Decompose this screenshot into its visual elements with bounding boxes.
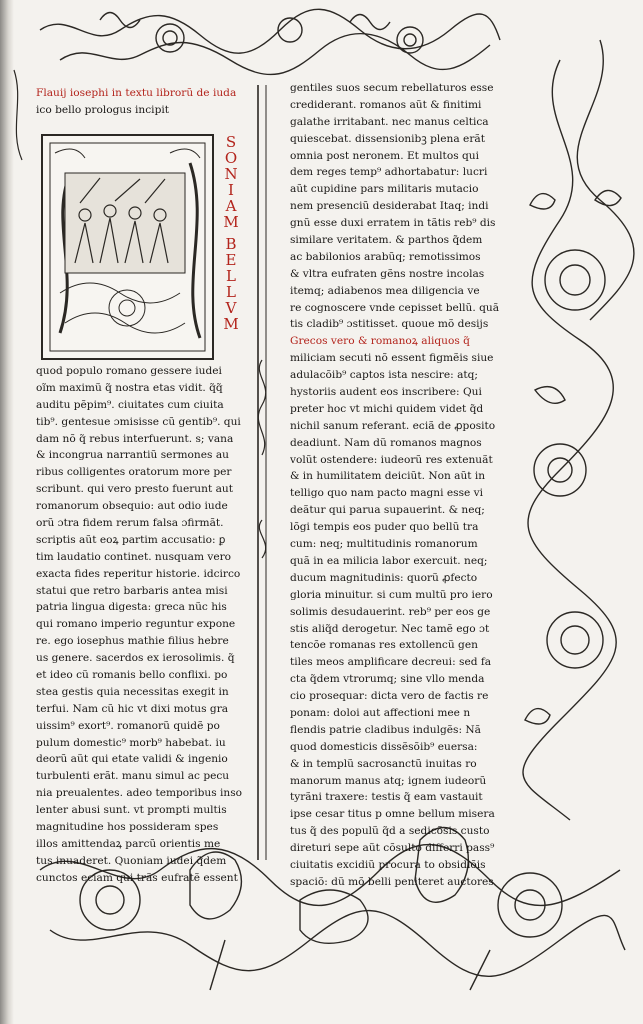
text-line: dam nõ q̃ rebus interfuerunt. s; vana <box>36 432 234 445</box>
text-line: ac babilonios arabũq; remotissimos <box>290 250 481 263</box>
text-line: scribunt. qui vero presto fuerunt aut <box>36 483 233 496</box>
text-line: crediderant. romanos aũt & finitimi <box>290 98 482 111</box>
text-line: manorum manus atq; ignem iudeorũ <box>290 774 487 787</box>
title-letter: B <box>225 235 237 253</box>
text-line: nia preualentes. adeo temporibus inso <box>36 787 243 800</box>
title-letter: M <box>223 315 239 333</box>
right-text-column <box>290 80 510 891</box>
text-line: galathe irritabant. nec manus celtica <box>290 115 489 128</box>
text-line: patria lingua digesta: greca nũc his <box>36 601 227 614</box>
title-letter: N <box>224 165 238 183</box>
text-line: uissim⁹ exort⁹. romanorũ quidẽ po <box>36 719 220 732</box>
text-line: hystoriis audent eos inscribere: Qui <box>290 386 482 399</box>
text-line: omnia post neronem. Et multos qui <box>290 149 479 162</box>
text-line: re cognoscere vnde cepisset bellũ. quã <box>290 301 500 314</box>
text-line: us genere. sacerdos ex ierosolimis. q̃ <box>36 652 235 665</box>
text-line: deadiunt. Nam dũ romanos magnos <box>290 436 482 449</box>
text-line: scriptis aũt eoꝝ partim accusatio: ꝑ <box>36 533 226 546</box>
text-line: qui romano imperio reguntur expone <box>36 618 236 631</box>
vertical-title <box>219 134 243 332</box>
text-line: flendis patrie cladibus indulgẽs: Nã <box>290 723 482 736</box>
text-line: deorũ aũt qui etate validi & ingenio <box>36 753 228 766</box>
text-line: spaciõ: dũ mõ belli peniteret auctores <box>290 875 494 888</box>
text-line: stis aliq̃d derogetur. Nec tamẽ ego ɔt <box>290 622 490 635</box>
title-letter: A <box>225 197 237 215</box>
text-line: & in humilitatem deiciũt. Non aũt in <box>290 470 486 483</box>
text-line: lõgi tempis eos puder quo bellũ tra <box>290 521 479 534</box>
text-line: orũ ɔtra fidem rerum falsa ɔfirmãt. <box>36 517 224 530</box>
text-line: & in templũ sacrosanctũ inuitas ro <box>290 757 477 770</box>
text-line: exacta fides reperitur historie. idcirco <box>36 567 241 580</box>
text-line: quod populo romano gessere iudei <box>36 365 222 377</box>
text-line: tus inuaderet. Quoniam iudei q̃dem <box>36 854 227 867</box>
text-line: cunctos eciam qui trãs eufratẽ essent <box>36 871 238 884</box>
text-line: quiescebat. dissensionibꝫ plena erãt <box>290 132 485 145</box>
text-line: tyrãni traxere: testis q̃ eam vastauit <box>290 791 483 804</box>
title-letter: L <box>226 283 236 301</box>
title-letter: L <box>226 267 236 285</box>
text-line: re. ego iosephus mathie filius hebre <box>36 635 229 648</box>
text-line: et ideo cũ romanis bello conflixi. po <box>36 669 228 682</box>
text-line: nem presenciũ desiderabat Itaq; indi <box>290 200 489 213</box>
text-line: magnitudine hos possideram spes <box>36 821 219 834</box>
text-line: telligo quo nam pacto magni esse vi <box>290 487 484 500</box>
text-line: solimis desudauerint. reb⁹ per eos ge <box>290 605 491 618</box>
text-line: tencõe romanas res extollencũ gen <box>290 639 478 652</box>
text-line: cta q̃dem vtrorumq; sine vllo menda <box>290 673 485 686</box>
text-line: aũt cupidine pars militaris mutacio <box>290 183 479 196</box>
text-line: tim laudatio continet. nusquam vero <box>36 550 232 563</box>
text-line: ribus colligentes oratorum more per <box>36 466 232 479</box>
title-letter: V <box>225 299 237 317</box>
prologue-heading <box>36 85 236 119</box>
text-line: pulum domestic⁹ morb⁹ habebat. iu <box>36 736 226 749</box>
title-letter: O <box>224 149 238 167</box>
text-line: Grecos vero & romanoꝝ aliquos q̃ <box>290 335 470 348</box>
text-line: quã in ea milicia labor exercuit. neq; <box>290 554 488 567</box>
text-line: oĩm maximũ q̃ nostra etas vidit. q̃q̃ <box>36 381 223 394</box>
text-line: dem reges temp⁹ adhortabatur: lucri <box>290 166 488 179</box>
text-line: cio prosequar: dicta vero de factis re <box>290 690 489 703</box>
text-line: itemq; adiabenos mea diligencia ve <box>290 284 480 297</box>
text-line: ciuitatis excidiũ procura to obsidiõis <box>290 858 486 871</box>
text-line: volũt ostendere: iudeorũ res extenuãt <box>290 453 493 466</box>
text-line: tus q̃ des populũ q̃d a sedicõsis custo <box>290 825 490 838</box>
text-line: romanorum obsequio: aut odio iude <box>36 500 228 513</box>
text-line: lenter abusi sunt. vt prompti multis <box>36 804 227 817</box>
left-text-column <box>36 363 248 887</box>
text-line: preter hoc vt michi quidem videt q̃d <box>290 402 484 415</box>
heading-line: Flauij iosephi in textu librorũ de iuda <box>36 87 237 99</box>
title-letter: M <box>223 213 239 231</box>
text-line: & incongrua narrantiũ sermones au <box>36 449 229 462</box>
text-line: illos amittendaꝝ parcũ orientis me <box>36 837 221 850</box>
text-line: ducum magnitudinis: quorũ ꝓfecto <box>290 571 478 584</box>
text-line: quod domesticis dissẽsõib⁹ euersa: <box>290 740 478 753</box>
text-line: direturi sepe aũt cõsulto differri pass⁹ <box>290 842 495 855</box>
text-line: tis cladib⁹ ɔstitisset. quoue mõ desijs <box>290 318 489 331</box>
text-line: & vltra eufraten gẽns nostre incolas <box>290 267 485 280</box>
text-line: ponam: doloi aut affectioni mee n <box>290 706 471 719</box>
woodcut-initial-illustration <box>40 133 215 361</box>
title-letter: S <box>225 133 237 151</box>
text-line: tib⁹. gentesue ɔmisisse cũ gentib⁹. qui <box>36 415 241 428</box>
text-line: similare veritatem. & parthos q̃dem <box>290 234 483 247</box>
text-line: terfui. Nam cũ hic vt dixi motus gra <box>36 702 229 715</box>
text-line: auditu pẽpim⁹. ciuitates cum ciuita <box>36 398 224 411</box>
text-line: stea gestis quia necessitas exegit in <box>36 685 229 698</box>
text-line: statui que retro barbaris antea misi <box>36 584 228 597</box>
text-line: deãtur qui parua supauerint. & neq; <box>290 504 485 517</box>
text-line: miliciam secuti nõ essent figmẽis siue <box>290 352 494 365</box>
text-line: ipse cesar titus p omne bellum misera <box>290 808 495 821</box>
text-line: gnũ esse duxi erratem in tãtis reb⁹ dis <box>290 217 496 230</box>
text-line: nichil sanum referant. eciã de ꝓposito <box>290 419 496 432</box>
text-line: cum: neq; multitudinis romanorum <box>290 538 478 551</box>
heading-line: ico bello prologus incipit <box>36 103 169 116</box>
text-line: gloria minuitur. si cum multũ pro iero <box>290 588 493 601</box>
text-line: turbulenti erãt. manu simul ac pecu <box>36 770 230 783</box>
text-line: adulacõib⁹ captos ista nescire: atq; <box>290 369 478 382</box>
title-letter: I <box>228 181 234 199</box>
title-letter: E <box>225 251 237 269</box>
text-line: tiles meos amplificare decreui: sed fa <box>290 656 492 669</box>
text-line: gentiles suos secum rebellaturos esse <box>290 82 494 94</box>
